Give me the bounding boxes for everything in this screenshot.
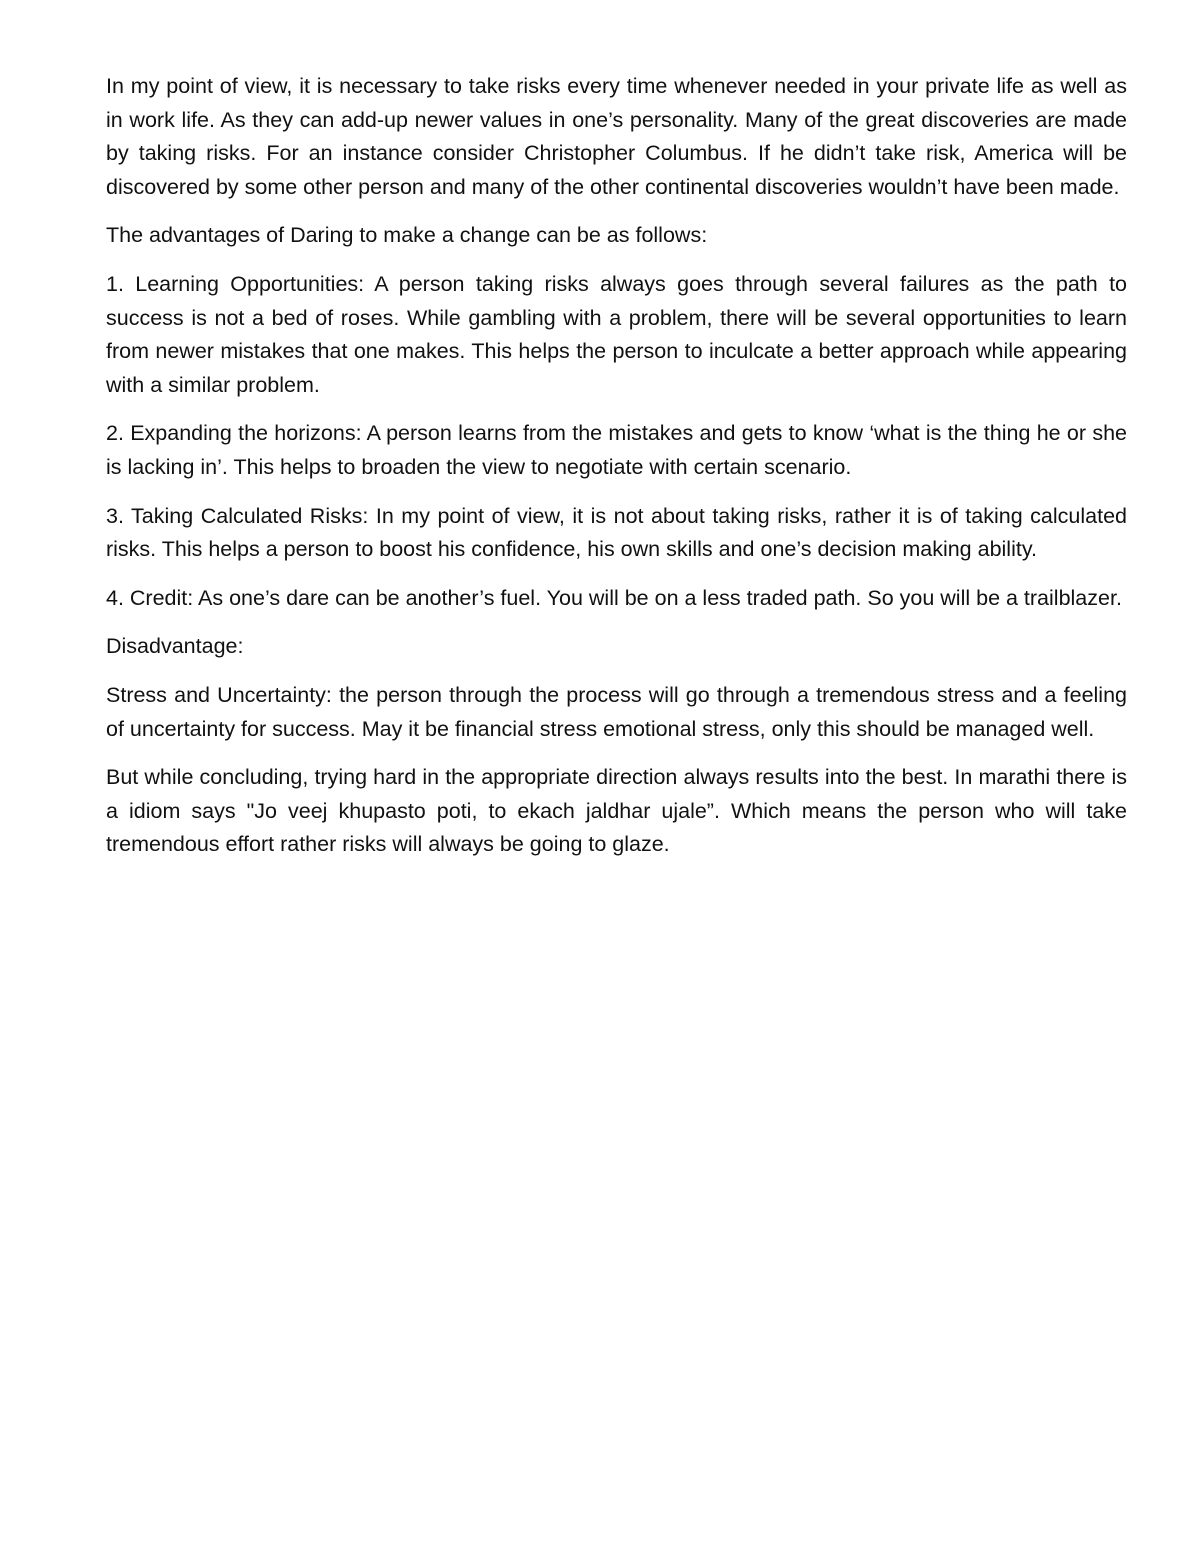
advantage-item-calculated-risks: 3. Taking Calculated Risks: In my point of view, it is not about taking risks, rather it is of taking calculated risks. This helps a person to boost his confidence, his own skills and one’s decision making ability.: [106, 503, 1127, 562]
intro-paragraph: In my point of view, it is necessary to take risks every time whenever needed in your private life as well as in work life. As they can add-up newer values in one’s personality. Many of the great discoveries are made by taking risks. For an instance consider Christopher Columbus. If he didn’t take risk, America will be discovered by some other person and many of the other continental discoveries wouldn’t have been made.: [106, 74, 1127, 199]
advantage-item-credit: 4. Credit: As one’s dare can be another’s fuel. You will be on a less traded path. So you will be a trailblazer.: [106, 585, 1122, 610]
advantage-item-horizons: 2. Expanding the horizons: A person learns from the mistakes and gets to know ‘what is the thing he or she is lacking in’. This helps to broaden the view to negotiate with certain scenario.: [106, 421, 1127, 479]
disadvantage-item-stress: Stress and Uncertainty: the person through the process will go through a tremendous stress and a feeling of uncertainty for success. May it be financial stress emotional stress, only this should be managed well.: [106, 682, 1127, 741]
conclusion-paragraph: But while concluding, trying hard in the appropriate direction always results into the best. In marathi there is a idiom says "Jo veej khupasto poti, to ekach jaldhar ujale”. Which means the person who will take tremendous effort rather risks will always be going to glaze.: [106, 765, 1127, 857]
document-body: [106, 70, 1127, 877]
disadvantage-heading: Disadvantage:: [106, 634, 244, 659]
advantages-heading: The advantages of Daring to make a change can be as follows:: [106, 223, 708, 248]
advantage-item-learning: 1. Learning Opportunities: A person taking risks always goes through several failures as the path to success is not a bed of roses. While gambling with a problem, there will be several opportunities to learn from newer mistakes that one makes. This helps the person to inculcate a better approach while appearing with a similar problem.: [106, 271, 1127, 397]
